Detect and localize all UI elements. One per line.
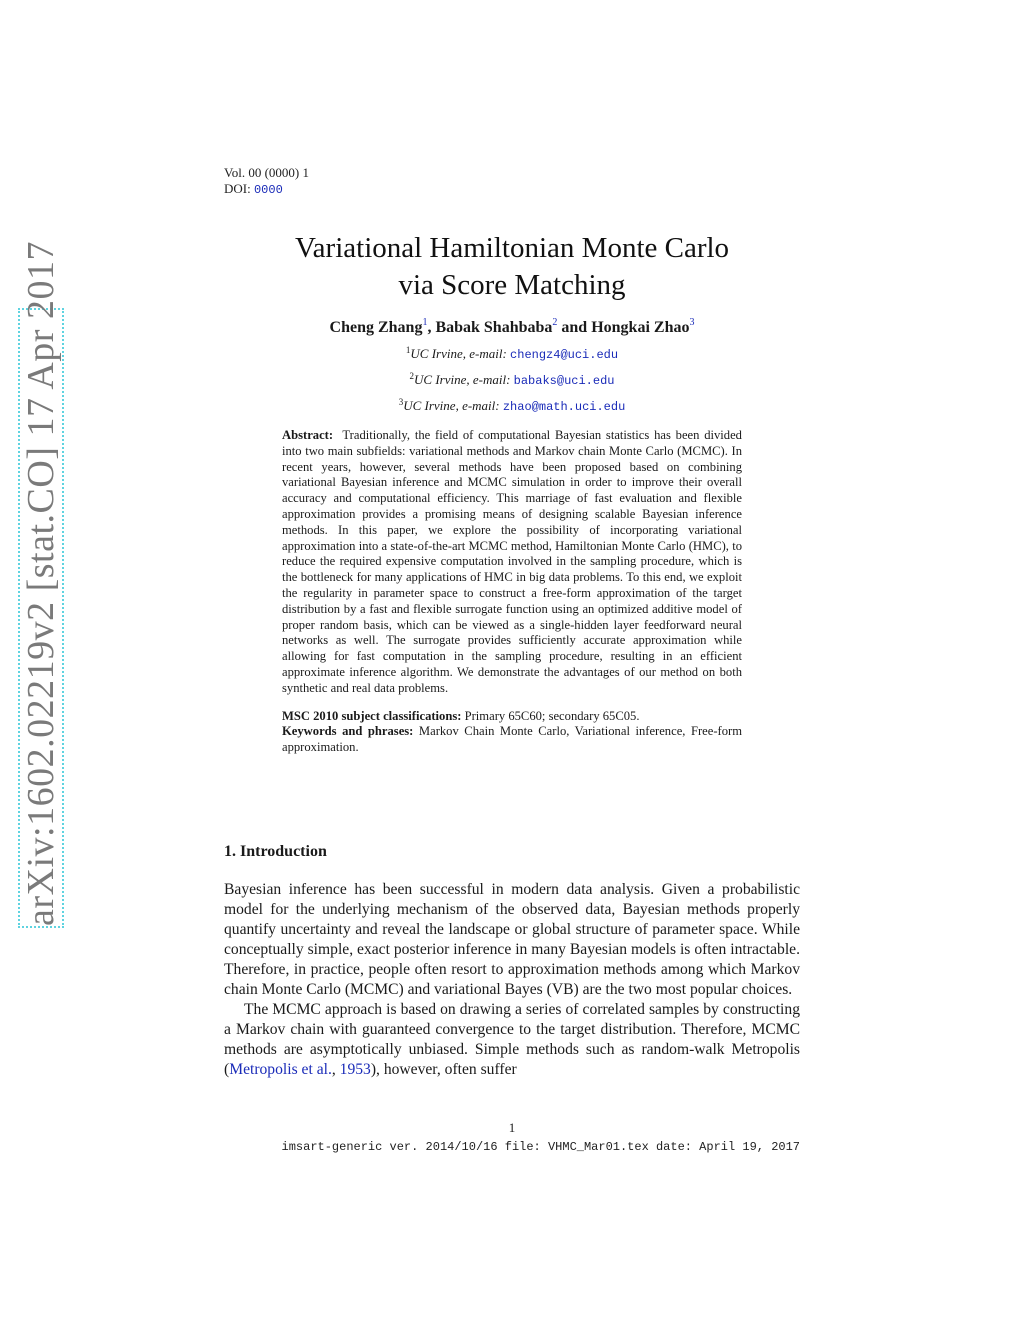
body-paragraph [224, 1000, 800, 1080]
abstract-block [282, 428, 742, 756]
abstract-text: Traditionally, the field of computational Bayesian statistics has been divided into two main subfields: variational methods and Markov chain Monte Carlo (MCMC). In recent years, however, several methods have been proposed based on combining variational Bayesian inference and MCMC simulation in order to improve their overall accuracy and computational efficiency. This marriage of fast evaluation and flexible approximation provides a promising means of designing scalable Bayesian inference methods. In this paper, we explore the possibility of incorporating variational approximation into a state-of-the-art MCMC method, Hamiltonian Monte Carlo (HMC), to reduce the required expensive computation involved in the sampling procedure, which is the bottleneck for many applications of HMC in big data problems. To this end, we exploit the regularity in parameter space to construct a free-form approximation of the target distribution by a fast and flexible surrogate function using an optimized additive model of proper random basis, which can be viewed as a single-hidden layer feedforward neural networks as well. The surrogate provides sufficiently accurate approximation while allowing for fast computation in the sampling procedure, resulting in an efficient approximate inference algorithm. We demonstrate the advantages of our method on both synthetic and real data problems. [282, 428, 742, 695]
footer-info: imsart-generic ver. 2014/10/16 file: VHMC_Mar01.tex date: April 19, 2017 [281, 1140, 800, 1154]
affiliation-text: UC Irvine, e-mail: [414, 372, 514, 387]
keywords-text: Markov Chain Monte Carlo, Variational inference, Free-form approximation. [282, 724, 742, 755]
keywords-line [282, 724, 742, 756]
author-affiliation-link[interactable]: 3 [689, 317, 695, 328]
section-heading: 1. Introduction [224, 843, 327, 860]
affiliation-3 [224, 398, 800, 415]
affiliation-text: UC Irvine, e-mail: [410, 346, 511, 361]
paper-title [224, 230, 800, 304]
email-link[interactable]: chengz4@uci.edu [510, 348, 619, 362]
affiliation-marker: 1 [405, 345, 411, 355]
keywords-label: Keywords and phrases: [282, 724, 414, 739]
author-name: Hongkai Zhao [591, 319, 690, 336]
arxiv-side-stamp: arXiv:1602.02219v2 [stat.CO] 17 Apr 2017 [20, 241, 62, 926]
body-text: ), however, often suffer [370, 1061, 517, 1078]
affiliation-2 [224, 372, 800, 389]
author-affiliation-link[interactable]: 1 [422, 317, 428, 328]
affiliation-1 [224, 346, 800, 363]
author-name: Babak Shahbaba [435, 319, 553, 336]
author-separator: , [427, 319, 436, 336]
msc-label: MSC 2010 subject classifications: [282, 708, 462, 723]
page-number: 1 [508, 1120, 516, 1135]
doi-line [224, 181, 309, 198]
author-list [224, 318, 800, 338]
title-line-1: Variational Hamiltonian Monte Carlo [294, 232, 730, 264]
journal-meta [224, 165, 309, 198]
citation-year-link[interactable]: 1953 [339, 1061, 371, 1078]
msc-line [282, 709, 742, 725]
doi-link[interactable]: 0000 [253, 183, 283, 197]
author-affiliation-link[interactable]: 2 [552, 317, 558, 328]
abstract-paragraph [282, 428, 742, 697]
affiliation-marker: 3 [398, 397, 404, 407]
section-body [224, 880, 800, 1080]
affiliation-marker: 2 [409, 371, 415, 381]
email-link[interactable]: babaks@uci.edu [513, 374, 615, 388]
citation-link[interactable]: Metropolis et al. [229, 1061, 332, 1078]
abstract-label: Abstract: [282, 428, 334, 442]
body-text: The MCMC approach is based on drawing a series of correlated samples by constructing a Markov chain with guaranteed convergence to the target distribution. Therefore, MCMC methods are asymptotically unbiased. Simple methods such as random-walk Metropolis ( [224, 1001, 800, 1078]
author-separator: and [557, 319, 592, 336]
email-link[interactable]: zhao@math.uci.edu [502, 400, 626, 414]
doi-label: DOI: [224, 181, 251, 196]
citation-separator: , [331, 1061, 340, 1078]
affiliation-text: UC Irvine, e-mail: [403, 398, 503, 413]
title-line-2: via Score Matching [398, 269, 626, 301]
msc-text: Primary 65C60; secondary 65C05. [464, 708, 640, 723]
volume-line: Vol. 00 (0000) 1 [224, 165, 309, 180]
body-paragraph: Bayesian inference has been successful in modern data analysis. Given a probabilistic model for the underlying mechanism of the observed data, Bayesian methods properly quantify uncertainty and reveal the landscape or global structure of parameter space. While conceptually simple, exact posterior inference in many Bayesian models is often intractable. Therefore, in practice, people often resort to approximation methods among which Markov chain Monte Carlo (MCMC) and variational Bayes (VB) are the two most popular choices. [224, 881, 800, 998]
author-name: Cheng Zhang [329, 319, 423, 336]
